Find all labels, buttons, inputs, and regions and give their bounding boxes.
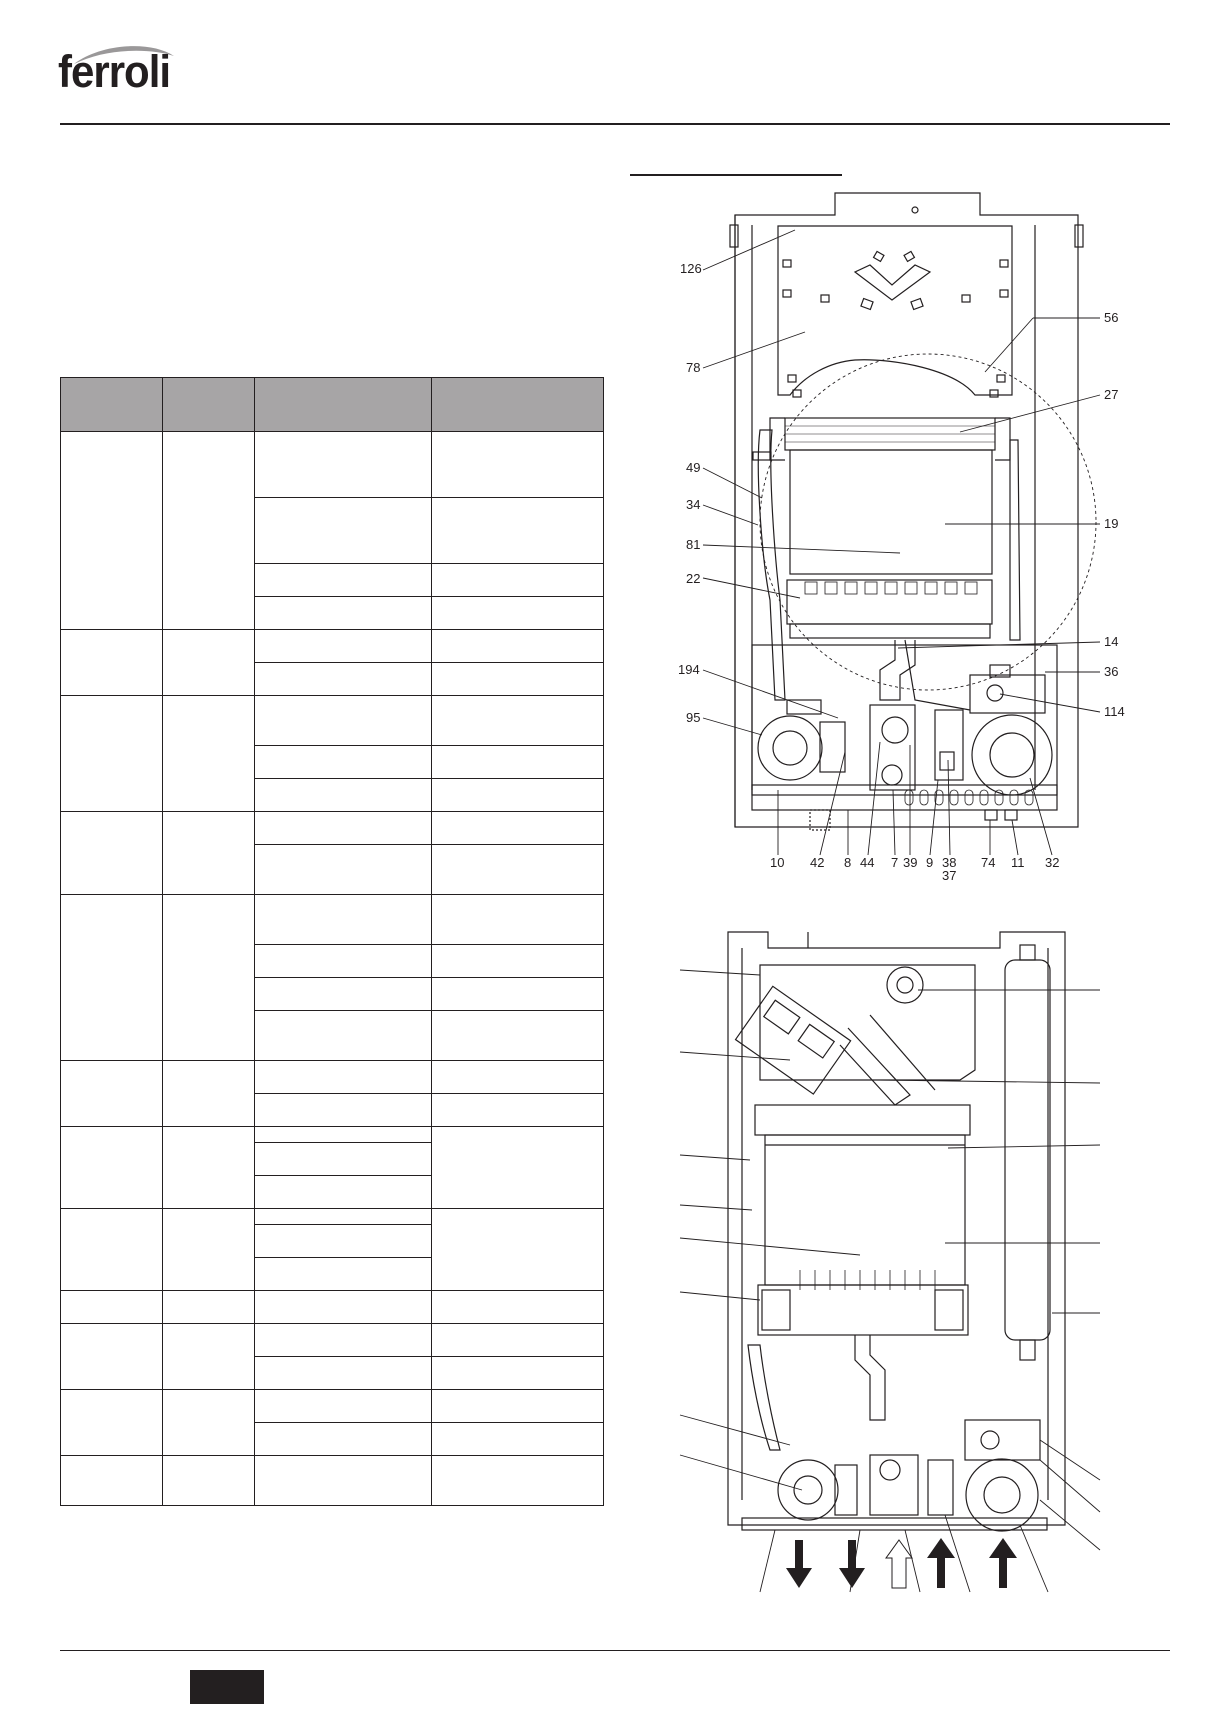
callout-8: 8 <box>844 855 852 870</box>
callout-14: 14 <box>1104 634 1119 649</box>
callout-19: 19 <box>1104 516 1119 531</box>
callout-42: 42 <box>810 855 825 870</box>
callout-74: 74 <box>981 855 996 870</box>
arrow-up-outline-icon <box>886 1540 912 1588</box>
callout-22: 22 <box>686 571 701 586</box>
logo-text: ferroli <box>58 46 171 97</box>
callout-95: 95 <box>686 710 701 725</box>
arrow-up-icon <box>927 1538 955 1588</box>
callout-11: 11 <box>1011 855 1025 870</box>
callout-10: 10 <box>770 855 785 870</box>
callout-49: 49 <box>686 460 701 475</box>
callout-38: 38 <box>942 855 957 870</box>
callout-78: 78 <box>686 360 701 375</box>
page-number-tab <box>190 1670 264 1704</box>
callout-194: 194 <box>678 662 700 677</box>
arrow-down-icon <box>786 1540 812 1588</box>
callout-81: 81 <box>686 537 701 552</box>
footer-rule <box>60 1650 1170 1651</box>
callout-126: 126 <box>680 261 702 276</box>
callout-37: 37 <box>942 868 957 883</box>
arrow-up-icon <box>989 1538 1017 1588</box>
bottom-boiler-drawing <box>680 932 1100 1592</box>
callout-44: 44 <box>860 855 875 870</box>
arrow-down-icon <box>839 1540 865 1588</box>
callout-7: 7 <box>891 855 899 870</box>
callout-56: 56 <box>1104 310 1119 325</box>
callout-32: 32 <box>1045 855 1060 870</box>
callout-114: 114 <box>1104 704 1125 719</box>
callout-39: 39 <box>903 855 918 870</box>
callout-9: 9 <box>926 855 934 870</box>
callout-34: 34 <box>686 497 701 512</box>
callout-27: 27 <box>1104 387 1119 402</box>
top-boiler-drawing <box>703 193 1100 855</box>
flow-arrows <box>786 1538 1017 1588</box>
callout-36: 36 <box>1104 664 1119 679</box>
